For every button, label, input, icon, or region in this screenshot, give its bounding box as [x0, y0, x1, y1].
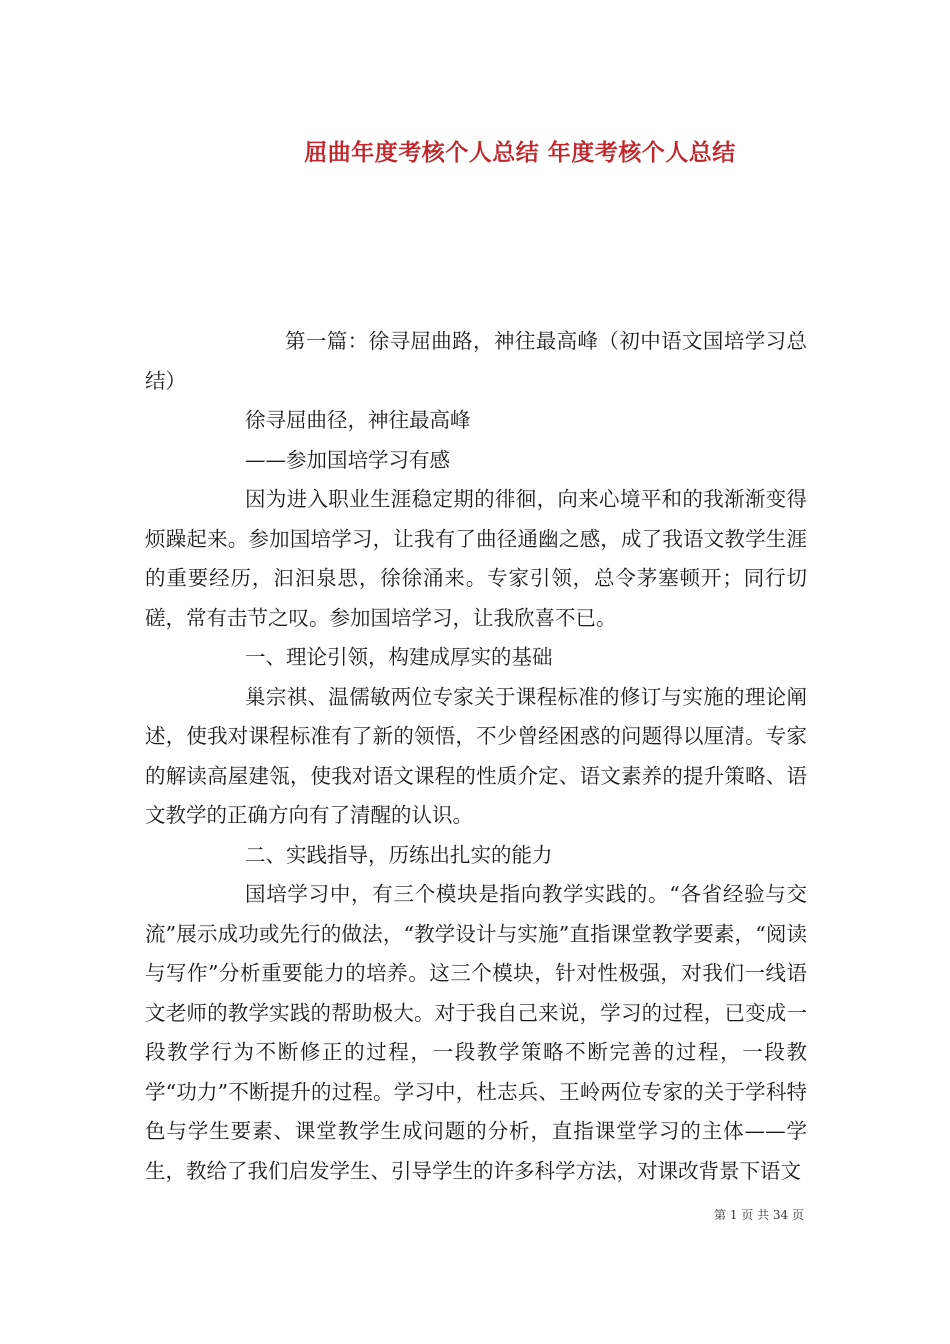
paragraph-section-heading: 第一篇：徐寻屈曲路，神往最高峰（初中语文国培学习总结） [145, 329, 807, 393]
document-body [145, 322, 807, 1191]
paragraph-subtitle: 徐寻屈曲径，神往最高峰 [245, 408, 471, 432]
page-number-footer: 第 1 页 共 34 页 [714, 1208, 804, 1222]
paragraph-subtitle-note: ——参加国培学习有感 [245, 447, 450, 472]
paragraph-heading-one: 一、理论引领，构建成厚实的基础 [245, 645, 553, 669]
paragraph-theory: 巢宗祺、温儒敏两位专家关于课程标准的修订与实施的理论阐述，使我对课程标准有了新的领悟，不少曾经困惑的问题得以厘清。专家的解读高屋建瓴，使我对语文课程的性质介定、语文素养的提升策略、语文教学的正确方向有了清醒的认识。 [145, 684, 807, 827]
paragraph-heading-two: 二、实践指导，历练出扎实的能力 [245, 842, 553, 867]
document-title: 屈曲年度考核个人总结 年度考核个人总结 [304, 140, 736, 166]
paragraph-practice: 国培学习中，有三个模块是指向教学实践的。“各省经验与交流”展示成功或先行的做法，“教学设计与实施”直指课堂教学要素，“阅读与写作”分析重要能力的培养。这三个模块，针对性极强，对我们一线语文老师的教学实践的帮助极大。对于我自己来说，学习的过程，已变成一段教学行为不断修正的过程，一段教学策略不断完善的过程，一段教学“功力”不断提升的过程。学习中，杜志兵、王岭两位专家的关于学科特色与学生要素、课堂教学生成问题的分析，直指课堂学习的主体——学生，教给了我们启发学生、引导学生的许多科学方法，对课改背景下语文 [145, 882, 807, 1183]
paragraph-intro: 因为进入职业生涯稳定期的徘徊，向来心境平和的我渐渐变得烦躁起来。参加国培学习，让我有了曲径通幽之感，成了我语文教学生涯的重要经历，汩汩泉思，徐徐涌来。专家引领，总令茅塞顿开；同行切磋，常有击节之叹。参加国培学习，让我欣喜不已。 [145, 487, 807, 630]
